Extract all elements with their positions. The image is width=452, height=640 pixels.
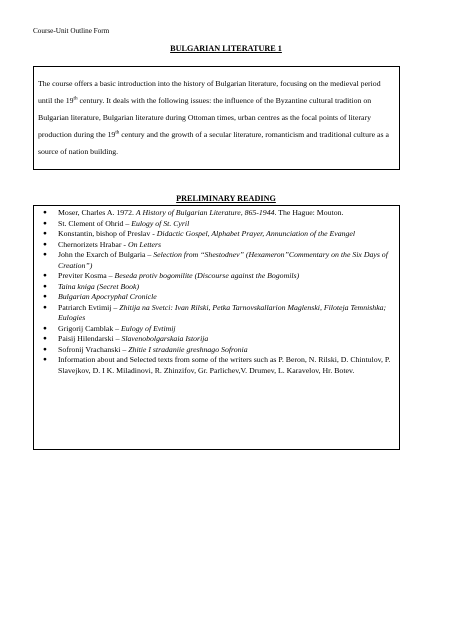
reading-list-item bbox=[38, 345, 395, 356]
bullet-icon: ● bbox=[43, 356, 47, 363]
reading-list-item bbox=[38, 334, 395, 345]
reading-list-item bbox=[38, 324, 395, 335]
description-part-2: century. It deals with the following issues: the influence of the Byzantine cultural tradition on Bulgarian literature, Bulgarian literature during Ottoman times, urban centres as the focal points of literary production during the 19 bbox=[38, 96, 372, 140]
bullet-icon: ● bbox=[43, 230, 47, 237]
reading-item-title: Zhitie I stradaniie greshnago Sofronia bbox=[128, 344, 248, 354]
bullet-icon: ● bbox=[43, 303, 47, 311]
reading-list-item bbox=[38, 282, 395, 293]
course-title: BULGARIAN LITERATURE 1 bbox=[170, 44, 282, 53]
reading-item-title: Zhitija na Svetci: Ivan Rilski, Petka Tarnovskallarion Maglenski, Filoteja Temnishka; Eulogies bbox=[58, 302, 387, 322]
bullet-icon: ● bbox=[43, 335, 47, 342]
bullet-icon: ● bbox=[43, 293, 47, 300]
course-description-box bbox=[33, 66, 400, 170]
reading-item-text: Grigorij Camblak – bbox=[58, 323, 122, 333]
reading-item-text: Sofronij Vrachanski – bbox=[58, 344, 129, 354]
reading-title: PRELIMINARY READING bbox=[176, 194, 276, 203]
reading-list-item bbox=[38, 271, 395, 282]
bullet-icon: ● bbox=[43, 219, 47, 227]
reading-list-item bbox=[38, 208, 395, 219]
form-label: Course-Unit Outline Form bbox=[33, 27, 110, 35]
bullet-icon: ● bbox=[43, 251, 47, 258]
reading-item-text: Moser, Charles A. 1972. bbox=[58, 208, 136, 217]
reading-list-item bbox=[38, 219, 395, 230]
reading-list-box bbox=[33, 205, 400, 450]
reading-item-text: Konstantin, bishop of Preslav - bbox=[58, 229, 157, 238]
reading-list-item bbox=[38, 250, 395, 271]
reading-list bbox=[38, 208, 395, 376]
reading-item-title: A History of Bulgarian Literature, 865-1944 bbox=[135, 208, 275, 217]
reading-item-text: Patriarch Evtimij – bbox=[58, 302, 120, 312]
bullet-icon: ● bbox=[43, 282, 47, 290]
bullet-icon: ● bbox=[43, 345, 47, 353]
reading-item-text: St. Clement of Ohrid – bbox=[58, 218, 132, 228]
reading-item-text: Paisij Hilendarski – bbox=[58, 334, 122, 343]
reading-list-item bbox=[38, 355, 395, 376]
ordinal-suffix: th bbox=[73, 95, 78, 102]
bullet-icon: ● bbox=[43, 209, 47, 216]
reading-list-item bbox=[38, 292, 395, 303]
reading-item-title: Didactic Gospel, Alphabet Prayer, Annunciation of the Evangel bbox=[156, 229, 356, 238]
reading-item-title: Taina kniga (Secret Book) bbox=[58, 281, 140, 291]
bullet-icon: ● bbox=[43, 324, 47, 332]
reading-item-text: Chernorizets Hrabar - bbox=[58, 239, 128, 249]
reading-item-title: Selection from “Shestodnev” (Hexameron”Commentary on the Six Days of Creation”) bbox=[58, 250, 388, 270]
reading-item-title: Beseda protiv bogomilite (Discourse against the Bogomils) bbox=[114, 271, 300, 280]
reading-item-title: On Letters bbox=[127, 239, 162, 249]
description-part-3: century and the growth of a secular literature, romanticism and traditional culture as a source of nation building. bbox=[38, 130, 389, 157]
description-part-1: The course offers a basic introduction into the history of Bulgarian literature, focusing on the medieval period until the 19 bbox=[38, 79, 381, 106]
reading-item-publisher: . The Hague: Mouton. bbox=[274, 208, 344, 217]
reading-item-text: Previter Kosma – bbox=[58, 271, 115, 280]
bullet-icon: ● bbox=[43, 272, 47, 279]
reading-list-item bbox=[38, 229, 395, 240]
reading-item-title: Eulogy of St. Cyril bbox=[131, 218, 190, 228]
bullet-icon: ● bbox=[43, 240, 47, 248]
reading-list-item bbox=[38, 240, 395, 251]
reading-item-text: Information about and Selected texts from some of the writers such as P. Beron, N. Rilski, D. Chintulov, P. Slavejkov, D. I K. Miladinovi, R. Zhinzifov, Gr. Parlichev,V. Drumev, L. Karavelov, Hr. Botev. bbox=[58, 355, 391, 375]
reading-item-title: Eulogy of Evtimij bbox=[121, 323, 176, 333]
reading-item-title: Slavenobolgarskaia Istorija bbox=[121, 334, 209, 343]
reading-item-text: John the Exarch of Bulgaria – bbox=[58, 250, 154, 259]
reading-list-item bbox=[38, 303, 395, 324]
ordinal-suffix: th bbox=[115, 129, 120, 136]
reading-item-title: Bulgarian Apocryphal Cronicle bbox=[58, 292, 157, 301]
